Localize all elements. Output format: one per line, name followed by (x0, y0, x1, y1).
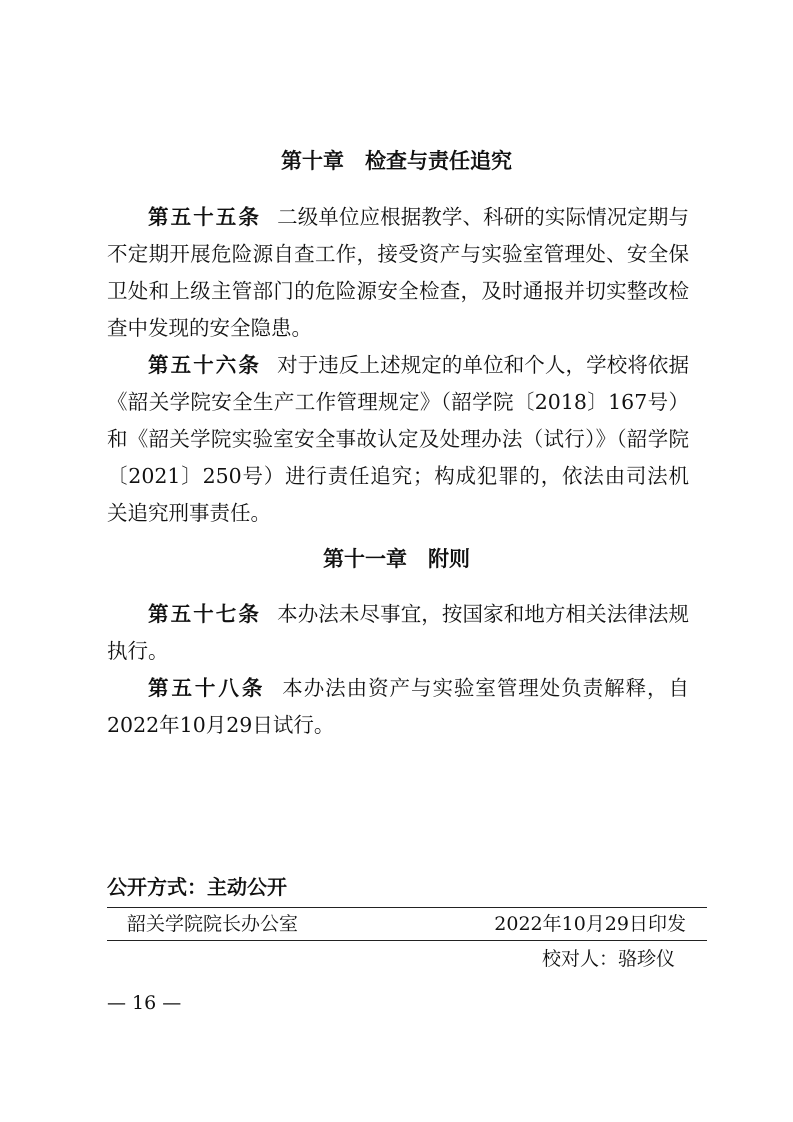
disclosure-method: 公开方式：主动公开 (107, 875, 287, 899)
chapter-10-title: 第十章 检查与责任追究 (281, 149, 512, 173)
footer-top-rule (107, 907, 707, 908)
page-number: — 16 — (107, 992, 182, 1014)
article-57 (107, 596, 689, 670)
article-57-body: 本办法未尽事宜，按国家和地方相关法律法规执行。 (107, 602, 689, 663)
article-56-heading: 第五十六条 (148, 353, 261, 377)
issuer-row (127, 910, 686, 938)
article-55-heading: 第五十五条 (148, 205, 261, 229)
chapter-11-title: 第十一章 附则 (323, 547, 470, 571)
issue-date: 2022年10月29日印发 (494, 913, 686, 935)
article-56 (107, 347, 689, 532)
issuing-office: 韶关学院院长办公室 (127, 913, 299, 935)
article-55-body: 二级单位应根据教学、科研的实际情况定期与不定期开展危险源自查工作，接受资产与实验室管理处、安全保卫处和上级主管部门的危险源安全检查，及时通报并切实整改检查中发现的安全隐患。 (107, 205, 689, 340)
article-58-heading: 第五十八条 (148, 676, 266, 700)
article-57-heading: 第五十七条 (148, 602, 261, 626)
footer-bottom-rule (107, 940, 707, 941)
proofreader: 校对人：骆珍仪 (541, 948, 675, 970)
article-58-body: 本办法由资产与实验室管理处负责解释，自2022年10月29日试行。 (107, 676, 690, 737)
article-58 (107, 670, 689, 744)
article-55 (107, 199, 689, 347)
article-56-body: 对于违反上述规定的单位和个人，学校将依据《韶关学院安全生产工作管理规定》（韶学院〔2018〕167号）和《韶关学院实验室安全事故认定及处理办法（试行）》（韶学院〔2021〕250号）进行责任追究；构成犯罪的，依法由司法机关追究刑事责任。 (107, 353, 689, 525)
